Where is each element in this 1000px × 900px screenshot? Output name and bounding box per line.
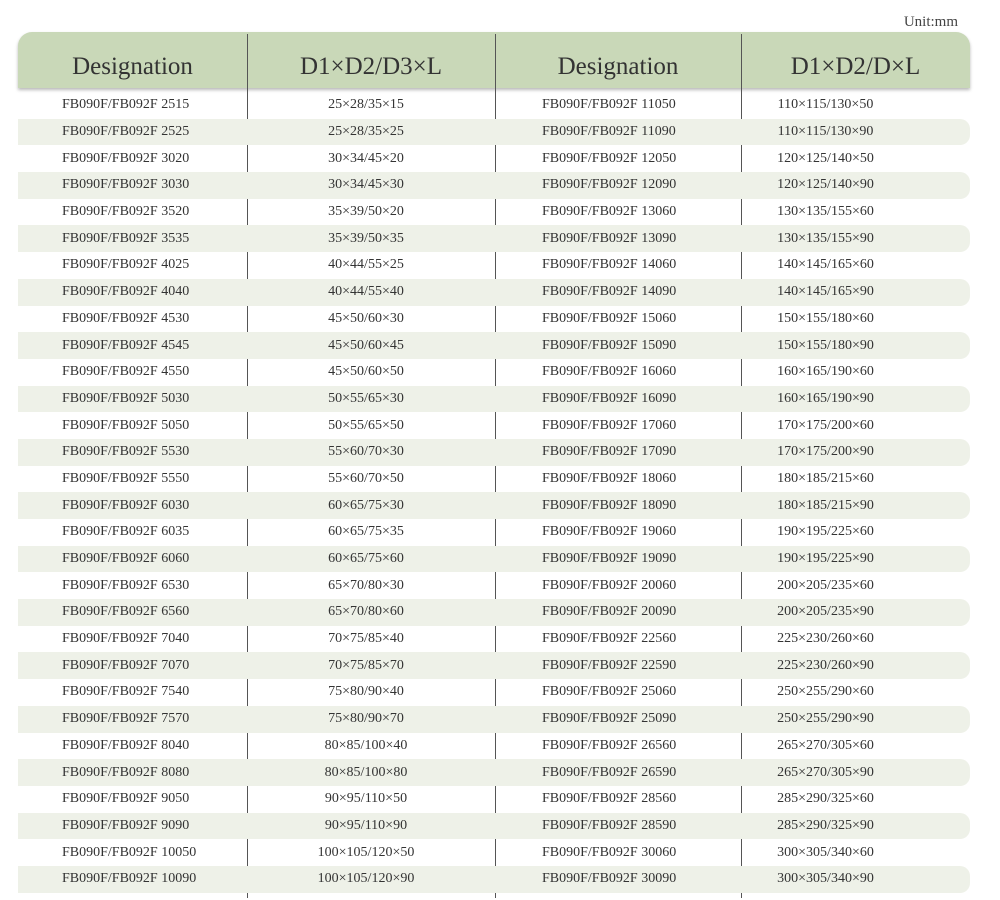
cell-dimensions-left: 55×60/70×30 (328, 444, 404, 460)
table-row (18, 839, 970, 866)
cell-designation-right: FB090F/FB092F 13060 (542, 204, 677, 220)
table-row (18, 546, 970, 573)
header-dimensions-right: D1×D2/D×L (790, 53, 921, 80)
table-row (18, 172, 970, 199)
cell-dimensions-left: 25×28/35×25 (328, 124, 404, 140)
cell-dimensions-left: 30×34/45×30 (328, 177, 404, 193)
cell-dimensions-right: 225×230/260×60 (777, 631, 874, 647)
cell-designation-right: FB090F/FB092F 22560 (542, 631, 677, 647)
cell-dimensions-left: 65×70/80×30 (328, 577, 404, 593)
cell-designation-right: FB090F/FB092F 26560 (542, 737, 677, 753)
table-row (18, 92, 970, 119)
cell-designation-right: FB090F/FB092F 16060 (542, 364, 677, 380)
cell-dimensions-right: 250×255/290×90 (777, 711, 874, 727)
cell-designation-right: FB090F/FB092F 18060 (542, 470, 677, 486)
cell-dimensions-right: 170×175/200×90 (777, 444, 874, 460)
cell-dimensions-right: 140×145/165×90 (777, 284, 874, 300)
cell-dimensions-right: 265×270/305×90 (777, 764, 874, 780)
cell-designation-right: FB090F/FB092F 26590 (542, 764, 677, 780)
table-row (18, 279, 970, 306)
cell-designation-right: FB090F/FB092F 12050 (542, 150, 677, 166)
cell-designation-right: FB090F/FB092F 17090 (542, 444, 677, 460)
cell-designation-right: FB090F/FB092F 30090 (542, 871, 677, 887)
cell-dimensions-right: 265×270/305×60 (777, 737, 874, 753)
cell-dimensions-right: 180×185/215×90 (777, 497, 874, 513)
cell-designation-left: FB090F/FB092F 5550 (62, 470, 190, 486)
cell-designation-left: FB090F/FB092F 3535 (62, 230, 190, 246)
unit-label: Unit:mm (903, 14, 958, 30)
cell-designation-left: FB090F/FB092F 10050 (62, 844, 197, 860)
cell-dimensions-left: 50×55/65×50 (328, 417, 404, 433)
cell-designation-left: FB090F/FB092F 4545 (62, 337, 190, 353)
cell-dimensions-right: 200×205/235×90 (777, 604, 874, 620)
cell-dimensions-left: 100×105/120×50 (317, 844, 415, 860)
cell-dimensions-right: 180×185/215×60 (777, 470, 874, 486)
cell-designation-left: FB090F/FB092F 6530 (62, 577, 190, 593)
table-row (18, 866, 970, 893)
cell-designation-left: FB090F/FB092F 7040 (62, 631, 190, 647)
cell-designation-left: FB090F/FB092F 6030 (62, 497, 190, 513)
cell-dimensions-left: 70×75/85×40 (328, 631, 404, 647)
cell-designation-left: FB090F/FB092F 4025 (62, 257, 190, 273)
cell-designation-left: FB090F/FB092F 7570 (62, 711, 190, 727)
cell-dimensions-right: 110×115/130×90 (777, 124, 874, 140)
table-row (18, 626, 970, 653)
cell-dimensions-right: 130×135/155×60 (777, 204, 874, 220)
cell-dimensions-left: 75×80/90×70 (328, 711, 404, 727)
table-row (18, 466, 970, 493)
cell-designation-left: FB090F/FB092F 7540 (62, 684, 190, 700)
cell-designation-right: FB090F/FB092F 28590 (542, 817, 677, 833)
cell-dimensions-left: 80×85/100×40 (324, 737, 408, 753)
cell-designation-left: FB090F/FB092F 7070 (62, 657, 190, 673)
table-row (18, 679, 970, 706)
cell-dimensions-right: 160×165/190×60 (777, 364, 874, 380)
cell-dimensions-left: 70×75/85×70 (328, 657, 404, 673)
cell-dimensions-right: 120×125/140×50 (777, 150, 874, 166)
cell-dimensions-right: 225×230/260×90 (777, 657, 874, 673)
table-row (18, 199, 970, 226)
cell-designation-right: FB090F/FB092F 19090 (542, 551, 677, 567)
cell-dimensions-left: 65×70/80×60 (328, 604, 404, 620)
cell-designation-left: FB090F/FB092F 2525 (62, 124, 190, 140)
cell-dimensions-left: 100×105/120×90 (317, 871, 415, 887)
cell-dimensions-left: 35×39/50×20 (328, 204, 404, 220)
table-header (18, 32, 970, 88)
cell-designation-right: FB090F/FB092F 20060 (542, 577, 677, 593)
cell-designation-right: FB090F/FB092F 25060 (542, 684, 677, 700)
cell-dimensions-left: 60×65/75×35 (328, 524, 404, 540)
table-row (18, 145, 970, 172)
cell-dimensions-left: 50×55/65×30 (328, 390, 404, 406)
cell-designation-left: FB090F/FB092F 8080 (62, 764, 190, 780)
table-row (18, 706, 970, 733)
cell-dimensions-right: 150×155/180×90 (777, 337, 874, 353)
cell-designation-right: FB090F/FB092F 30060 (542, 844, 677, 860)
cell-designation-left: FB090F/FB092F 6060 (62, 551, 190, 567)
table-row (18, 332, 970, 359)
cell-dimensions-left: 40×44/55×40 (328, 284, 404, 300)
cell-dimensions-right: 150×155/180×60 (777, 310, 874, 326)
cell-designation-right: FB090F/FB092F 15060 (542, 310, 677, 326)
cell-designation-left: FB090F/FB092F 6560 (62, 604, 190, 620)
cell-designation-right: FB090F/FB092F 22590 (542, 657, 677, 673)
table-row (18, 386, 970, 413)
cell-designation-right: FB090F/FB092F 11090 (542, 124, 676, 140)
cell-designation-right: FB090F/FB092F 16090 (542, 390, 677, 406)
cell-designation-left: FB090F/FB092F 4550 (62, 364, 190, 380)
cell-dimensions-right: 160×165/190×90 (777, 390, 874, 406)
table-row (18, 786, 970, 813)
table-row (18, 439, 970, 466)
cell-dimensions-left: 40×44/55×25 (328, 257, 404, 273)
cell-designation-left: FB090F/FB092F 9090 (62, 817, 190, 833)
cell-dimensions-right: 110×115/130×50 (777, 97, 874, 113)
cell-dimensions-left: 90×95/110×90 (324, 817, 408, 833)
cell-designation-right: FB090F/FB092F 18090 (542, 497, 677, 513)
table-row (18, 813, 970, 840)
cell-designation-left: FB090F/FB092F 8040 (62, 737, 190, 753)
cell-designation-right: FB090F/FB092F 11050 (542, 97, 676, 113)
cell-dimensions-right: 300×305/340×60 (777, 844, 874, 860)
table-row (18, 306, 970, 333)
cell-designation-right: FB090F/FB092F 14090 (542, 284, 677, 300)
table-row (18, 733, 970, 760)
header-designation-right: Designation (557, 53, 679, 80)
cell-designation-right: FB090F/FB092F 19060 (542, 524, 677, 540)
cell-designation-left: FB090F/FB092F 6035 (62, 524, 190, 540)
table-row (18, 652, 970, 679)
cell-designation-left: FB090F/FB092F 4040 (62, 284, 190, 300)
cell-dimensions-left: 45×50/60×45 (328, 337, 404, 353)
table-row (18, 572, 970, 599)
table-row (18, 359, 970, 386)
cell-dimensions-right: 170×175/200×60 (777, 417, 874, 433)
table-row (18, 599, 970, 626)
cell-designation-left: FB090F/FB092F 2515 (62, 97, 190, 113)
table-row (18, 759, 970, 786)
cell-dimensions-right: 130×135/155×90 (777, 230, 874, 246)
cell-dimensions-right: 250×255/290×60 (777, 684, 874, 700)
cell-dimensions-left: 30×34/45×20 (328, 150, 404, 166)
cell-designation-left: FB090F/FB092F 5530 (62, 444, 190, 460)
header-designation-left: Designation (72, 53, 193, 80)
cell-dimensions-left: 80×85/100×80 (324, 764, 408, 780)
table-row (18, 412, 970, 439)
cell-dimensions-left: 75×80/90×40 (328, 684, 404, 700)
table-row (18, 492, 970, 519)
cell-designation-right: FB090F/FB092F 15090 (542, 337, 677, 353)
cell-designation-left: FB090F/FB092F 3030 (62, 177, 190, 193)
cell-dimensions-right: 140×145/165×60 (777, 257, 874, 273)
cell-dimensions-left: 90×95/110×50 (324, 791, 408, 807)
cell-designation-left: FB090F/FB092F 9050 (62, 791, 190, 807)
cell-designation-right: FB090F/FB092F 28560 (542, 791, 677, 807)
header-dimensions-left: D1×D2/D3×L (299, 53, 443, 80)
spec-table (18, 32, 970, 893)
cell-dimensions-right: 285×290/325×60 (777, 791, 874, 807)
cell-dimensions-right: 200×205/235×60 (777, 577, 874, 593)
cell-designation-right: FB090F/FB092F 17060 (542, 417, 677, 433)
cell-designation-right: FB090F/FB092F 12090 (542, 177, 677, 193)
cell-designation-left: FB090F/FB092F 4530 (62, 310, 190, 326)
cell-dimensions-right: 285×290/325×90 (777, 817, 874, 833)
cell-dimensions-left: 25×28/35×15 (328, 97, 404, 113)
cell-dimensions-right: 300×305/340×90 (777, 871, 874, 887)
table-row (18, 119, 970, 146)
cell-designation-left: FB090F/FB092F 3020 (62, 150, 190, 166)
cell-dimensions-right: 120×125/140×90 (777, 177, 874, 193)
cell-dimensions-left: 60×65/75×60 (328, 551, 404, 567)
table-row (18, 225, 970, 252)
cell-designation-left: FB090F/FB092F 5050 (62, 417, 190, 433)
cell-dimensions-right: 190×195/225×60 (777, 524, 874, 540)
cell-dimensions-left: 45×50/60×50 (328, 364, 404, 380)
cell-designation-left: FB090F/FB092F 5030 (62, 390, 190, 406)
cell-designation-right: FB090F/FB092F 13090 (542, 230, 677, 246)
cell-designation-right: FB090F/FB092F 25090 (542, 711, 677, 727)
cell-designation-right: FB090F/FB092F 20090 (542, 604, 677, 620)
cell-dimensions-left: 45×50/60×30 (328, 310, 404, 326)
table-row (18, 252, 970, 279)
cell-designation-right: FB090F/FB092F 14060 (542, 257, 677, 273)
cell-designation-left: FB090F/FB092F 3520 (62, 204, 190, 220)
cell-dimensions-left: 60×65/75×30 (328, 497, 404, 513)
cell-dimensions-left: 55×60/70×50 (328, 470, 404, 486)
table-row (18, 519, 970, 546)
cell-designation-left: FB090F/FB092F 10090 (62, 871, 197, 887)
table-body (18, 92, 970, 893)
cell-dimensions-left: 35×39/50×35 (328, 230, 404, 246)
cell-dimensions-right: 190×195/225×90 (777, 551, 874, 567)
